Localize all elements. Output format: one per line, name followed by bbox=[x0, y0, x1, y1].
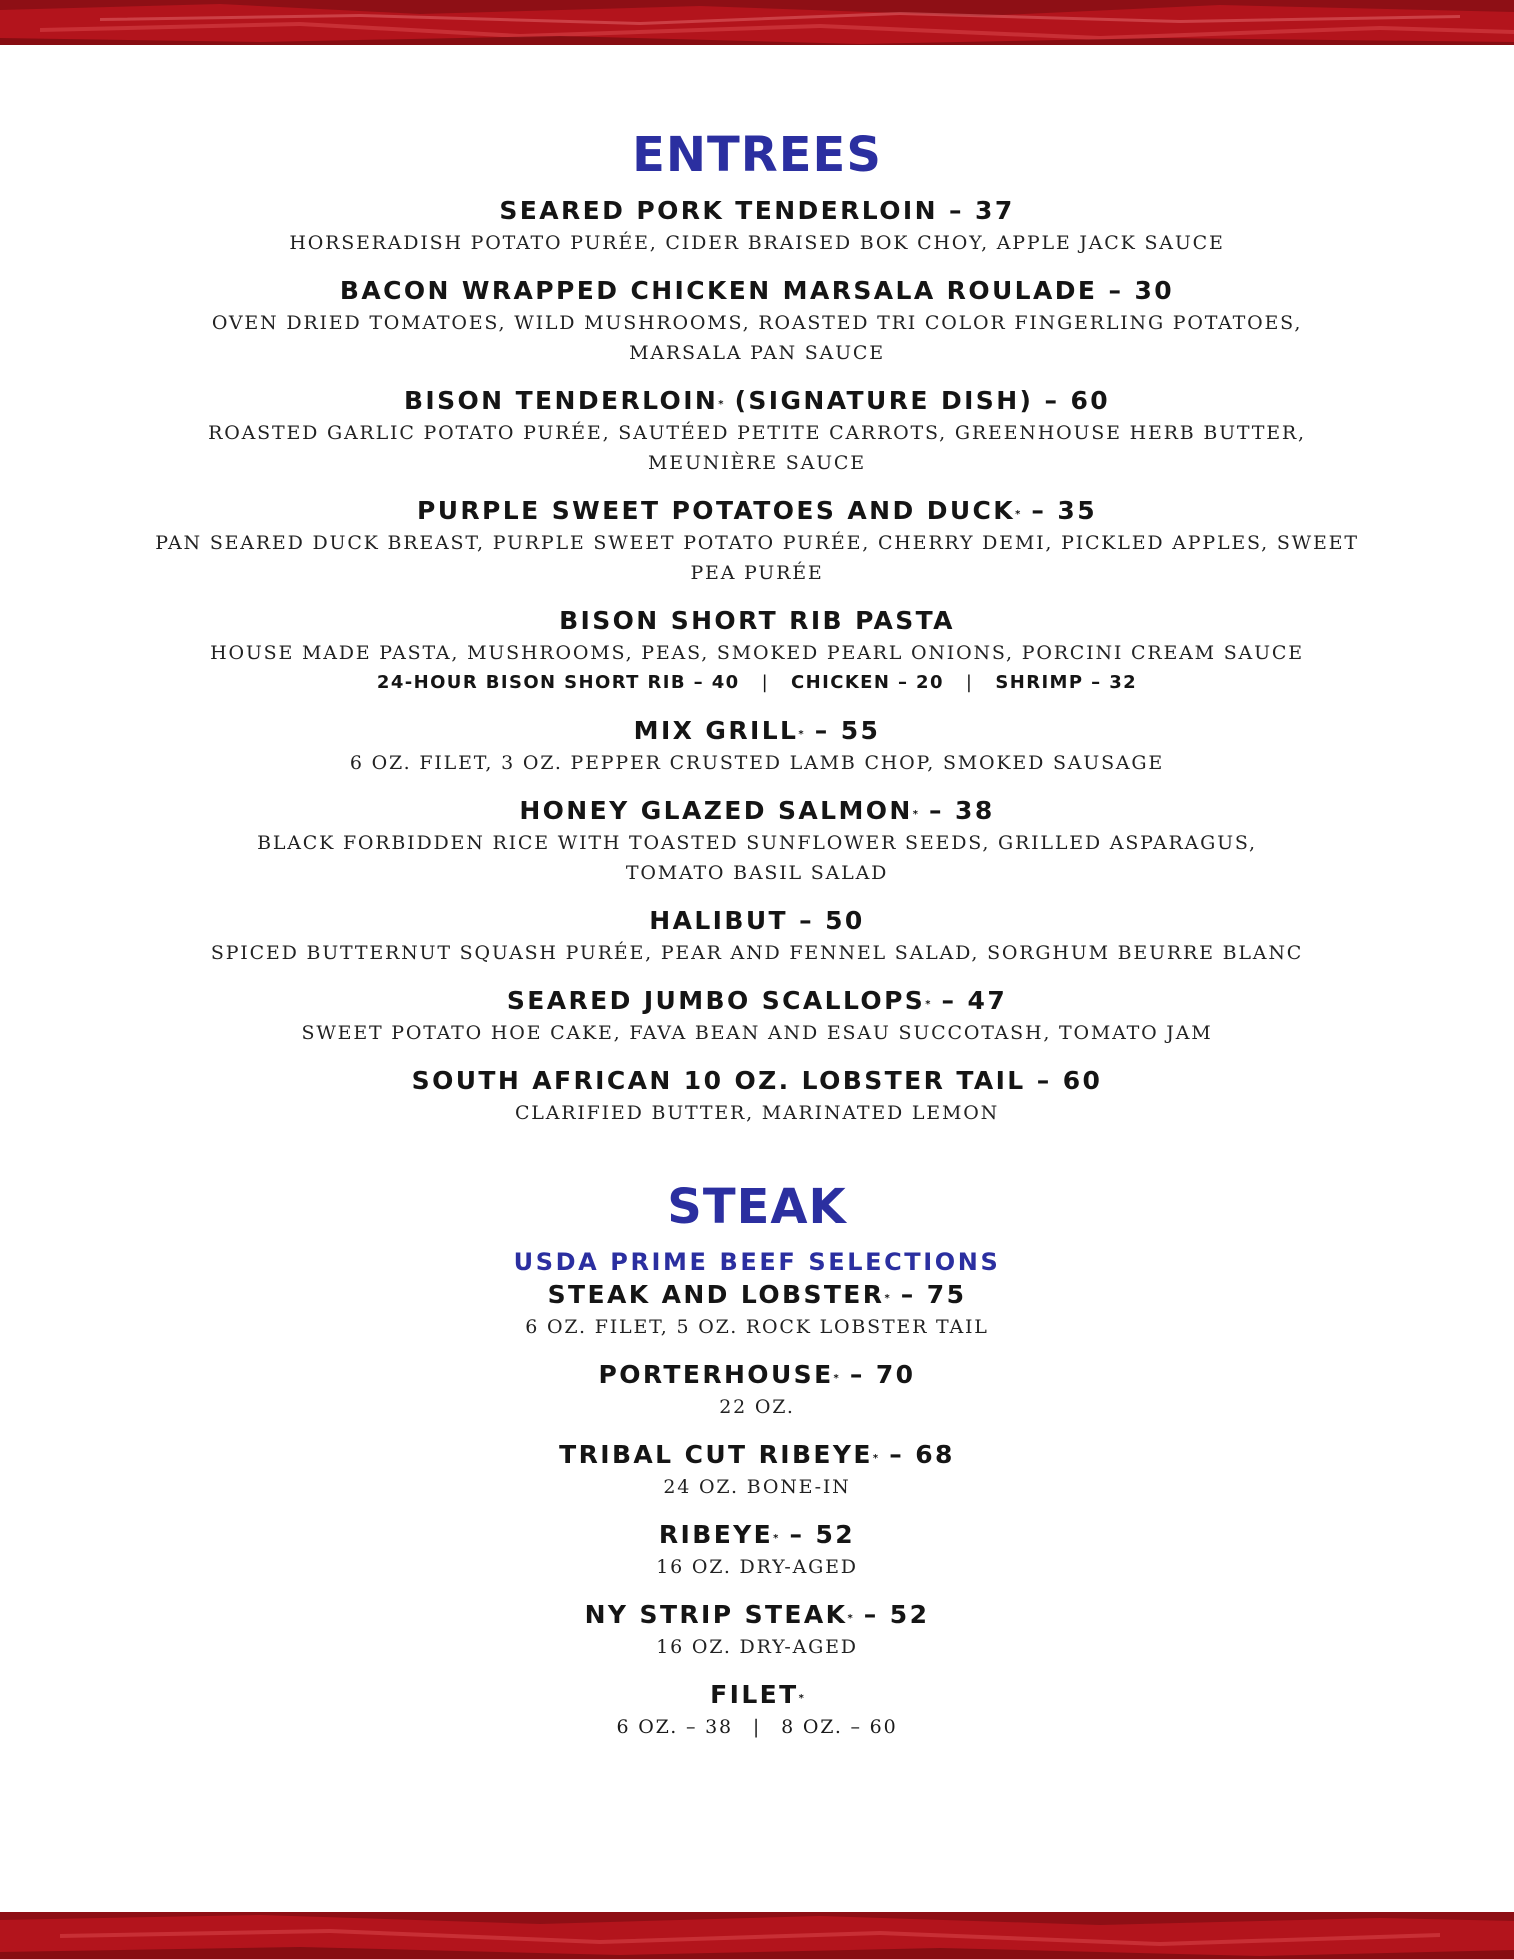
top-decorative-band bbox=[0, 0, 1514, 45]
asterisk-mark: * bbox=[798, 1693, 804, 1704]
bottom-decorative-band bbox=[0, 1912, 1514, 1959]
option-short-rib: 24-HOUR BISON SHORT RIB – 40 bbox=[376, 672, 740, 693]
item-name: FILET* bbox=[710, 1680, 804, 1709]
item-description: OVEN DRIED TOMATOES, WILD MUSHROOMS, ROASTED TRI COLOR FINGERLING POTATOES, MARSALA PAN SAUCE bbox=[211, 312, 1303, 364]
item-description: HOUSE MADE PASTA, MUSHROOMS, PEAS, SMOKED PEARL ONIONS, PORCINI CREAM SAUCE bbox=[210, 642, 1304, 664]
filet-size-8oz: 8 OZ. – 60 bbox=[781, 1716, 898, 1738]
item-description: SPICED BUTTERNUT SQUASH PURÉE, PEAR AND FENNEL SALAD, SORGHUM BEURRE BLANC bbox=[210, 942, 1304, 964]
item-description: 6 OZ. FILET, 3 OZ. PEPPER CRUSTED LAMB CHOP, SMOKED SAUSAGE bbox=[349, 752, 1165, 774]
asterisk-mark: * bbox=[798, 729, 804, 740]
item-description: 6 OZ. FILET, 5 OZ. ROCK LOBSTER TAIL bbox=[525, 1316, 989, 1338]
item-description: SWEET POTATO HOE CAKE, FAVA BEAN AND ESAU SUCCOTASH, TOMATO JAM bbox=[301, 1022, 1213, 1044]
item-description: CLARIFIED BUTTER, MARINATED LEMON bbox=[514, 1102, 1000, 1124]
item-description: 16 OZ. DRY-AGED bbox=[656, 1636, 858, 1658]
option-chicken: CHICKEN – 20 bbox=[791, 672, 944, 693]
item-name: PORTERHOUSE* – 70 bbox=[598, 1360, 916, 1389]
option-separator: | bbox=[965, 672, 974, 693]
item-name: BISON TENDERLOIN* (SIGNATURE DISH) – 60 bbox=[403, 386, 1111, 415]
menu-item bbox=[0, 1438, 1514, 1502]
item-description: BLACK FORBIDDEN RICE WITH TOASTED SUNFLOWER SEEDS, GRILLED ASPARAGUS, TOMATO BASIL SALAD bbox=[257, 832, 1257, 884]
asterisk-mark: * bbox=[847, 1613, 853, 1624]
item-name: SEARED JUMBO SCALLOPS* – 47 bbox=[506, 986, 1008, 1015]
item-description: 16 OZ. DRY-AGED bbox=[656, 1556, 858, 1578]
asterisk-mark: * bbox=[718, 399, 724, 410]
item-description: ROASTED GARLIC POTATO PURÉE, SAUTÉED PETITE CARROTS, GREENHOUSE HERB BUTTER, MEUNIÈRE SAUCE bbox=[208, 422, 1306, 474]
item-name: RIBEYE* – 52 bbox=[658, 1520, 856, 1549]
item-name: HONEY GLAZED SALMON* – 38 bbox=[519, 796, 995, 825]
item-name: PURPLE SWEET POTATOES AND DUCK* – 35 bbox=[416, 496, 1098, 525]
menu-item bbox=[0, 794, 1514, 888]
item-description: PAN SEARED DUCK BREAST, PURPLE SWEET POTATO PURÉE, CHERRY DEMI, PICKLED APPLES, SWEET PEA PURÉE bbox=[155, 532, 1359, 584]
option-separator: | bbox=[761, 672, 770, 693]
menu-item bbox=[0, 714, 1514, 778]
protein-options bbox=[0, 668, 1514, 698]
menu-item bbox=[0, 1358, 1514, 1422]
item-name: SOUTH AFRICAN 10 OZ. LOBSTER TAIL – 60 bbox=[411, 1066, 1103, 1095]
menu-item bbox=[0, 984, 1514, 1048]
asterisk-mark: * bbox=[833, 1373, 839, 1384]
asterisk-mark: * bbox=[912, 809, 918, 820]
item-description: 24 OZ. BONE-IN bbox=[663, 1476, 851, 1498]
item-description: HORSERADISH POTATO PURÉE, CIDER BRAISED BOK CHOY, APPLE JACK SAUCE bbox=[289, 232, 1225, 254]
filet-size-6oz: 6 OZ. – 38 bbox=[616, 1716, 733, 1738]
item-name: MIX GRILL* – 55 bbox=[633, 716, 881, 745]
menu-item bbox=[0, 1598, 1514, 1662]
item-name: TRIBAL CUT RIBEYE* – 68 bbox=[559, 1440, 955, 1469]
item-name: HALIBUT – 50 bbox=[649, 906, 865, 935]
item-name: STEAK AND LOBSTER* – 75 bbox=[547, 1280, 967, 1309]
menu-item bbox=[0, 274, 1514, 368]
menu-content bbox=[0, 120, 1514, 1758]
steak-title: STEAK bbox=[667, 1179, 847, 1235]
menu-item bbox=[0, 904, 1514, 968]
item-name: SEARED PORK TENDERLOIN – 37 bbox=[499, 196, 1015, 225]
usda-subheading: USDA PRIME BEEF SELECTIONS bbox=[513, 1248, 1001, 1276]
item-name: NY STRIP STEAK* – 52 bbox=[584, 1600, 930, 1629]
menu-item bbox=[0, 1518, 1514, 1582]
asterisk-mark: * bbox=[925, 999, 931, 1010]
asterisk-mark: * bbox=[884, 1293, 890, 1304]
entrees-title: ENTREES bbox=[632, 127, 882, 183]
asterisk-mark: * bbox=[773, 1533, 779, 1544]
item-name: BACON WRAPPED CHICKEN MARSALA ROULADE – 30 bbox=[339, 276, 1175, 305]
menu-item bbox=[0, 1678, 1514, 1742]
menu-item bbox=[0, 1278, 1514, 1342]
menu-item bbox=[0, 384, 1514, 478]
filet-sizes bbox=[0, 1712, 1514, 1742]
asterisk-mark: * bbox=[872, 1453, 879, 1464]
menu-item bbox=[0, 604, 1514, 698]
menu-item bbox=[0, 1064, 1514, 1128]
menu-item bbox=[0, 194, 1514, 258]
size-separator: | bbox=[752, 1716, 762, 1738]
menu-item bbox=[0, 494, 1514, 588]
item-description: 22 OZ. bbox=[719, 1396, 795, 1418]
option-shrimp: SHRIMP – 32 bbox=[995, 672, 1138, 693]
asterisk-mark: * bbox=[1015, 509, 1021, 520]
item-name: BISON SHORT RIB PASTA bbox=[559, 606, 955, 635]
